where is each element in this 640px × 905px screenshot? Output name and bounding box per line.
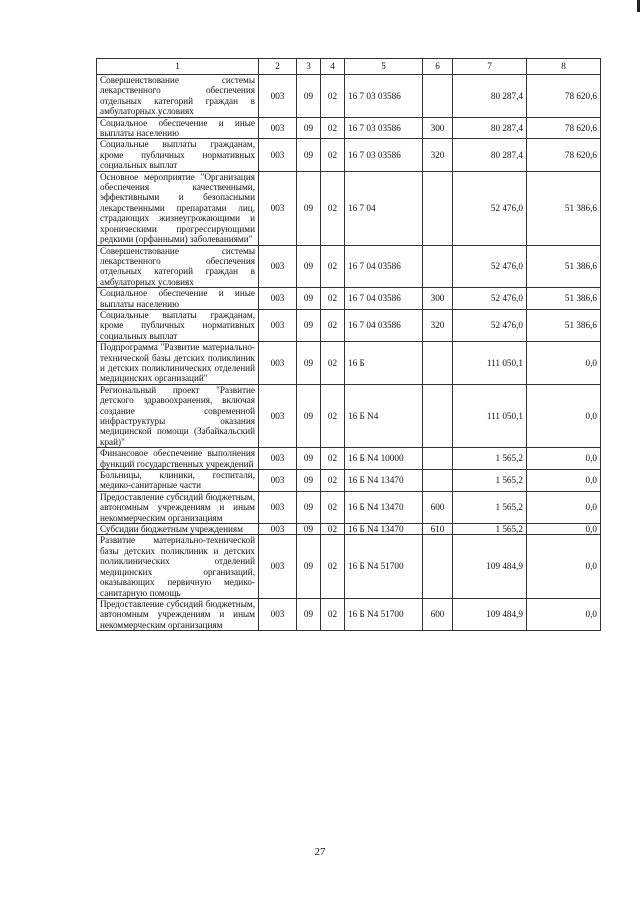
table-row <box>97 245 601 288</box>
row-name-cell: Предоставление субсидий бюджетным, автономным учреждениям и иным некоммерческим организациям <box>97 598 259 630</box>
header-col-1: 1 <box>97 59 259 75</box>
row-expense-type-cell <box>423 470 453 492</box>
row-name-cell: Финансовое обеспечение выполнения функций государственных учреждений <box>97 448 259 470</box>
header-col-2: 2 <box>259 59 297 75</box>
row-amount-1-cell: 109 484,9 <box>453 535 527 598</box>
row-target-article-cell: 16 Б N4 10000 <box>345 448 423 470</box>
table-row <box>97 171 601 245</box>
row-amount-2-cell: 78 620,6 <box>527 139 601 171</box>
row-subsection-cell: 02 <box>321 117 345 139</box>
table-row <box>97 524 601 535</box>
row-name-cell: Основное мероприятие "Организация обеспечения качественными, эффективными и безопасными лекарственными препаратами лиц, страдающих жизнеугрожающими и хроническими прогрессирующими редкими (орфанными) заболеваниями" <box>97 171 259 245</box>
row-subsection-cell: 02 <box>321 448 345 470</box>
row-expense-type-cell <box>423 342 453 385</box>
row-target-article-cell: 16 7 04 03586 <box>345 309 423 341</box>
table-row <box>97 535 601 598</box>
header-col-7: 7 <box>453 59 527 75</box>
row-amount-2-cell: 78 620,6 <box>527 117 601 139</box>
row-target-article-cell: 16 Б N4 51700 <box>345 535 423 598</box>
table-row <box>97 491 601 523</box>
row-target-article-cell: 16 7 04 03586 <box>345 288 423 310</box>
row-amount-1-cell: 52 476,0 <box>453 171 527 245</box>
row-code-cell: 003 <box>259 117 297 139</box>
row-amount-1-cell: 80 287,4 <box>453 75 527 118</box>
row-expense-type-cell <box>423 384 453 447</box>
row-subsection-cell: 02 <box>321 139 345 171</box>
row-section-cell: 09 <box>297 75 321 118</box>
row-code-cell: 003 <box>259 470 297 492</box>
row-name-cell: Социальное обеспечение и иные выплаты населению <box>97 117 259 139</box>
row-expense-type-cell <box>423 448 453 470</box>
row-target-article-cell: 16 Б <box>345 342 423 385</box>
row-target-article-cell: 16 7 03 03586 <box>345 75 423 118</box>
row-code-cell: 003 <box>259 288 297 310</box>
row-target-article-cell: 16 Б N4 <box>345 384 423 447</box>
row-subsection-cell: 02 <box>321 598 345 630</box>
row-code-cell: 003 <box>259 342 297 385</box>
row-section-cell: 09 <box>297 309 321 341</box>
budget-table <box>96 58 601 631</box>
row-section-cell: 09 <box>297 384 321 447</box>
header-col-6: 6 <box>423 59 453 75</box>
table-row <box>97 384 601 447</box>
row-name-cell: Социальные выплаты гражданам, кроме публичных нормативных социальных выплат <box>97 139 259 171</box>
row-code-cell: 003 <box>259 598 297 630</box>
table-header-row <box>97 59 601 75</box>
row-target-article-cell: 16 Б N4 13470 <box>345 524 423 535</box>
row-expense-type-cell <box>423 75 453 118</box>
row-section-cell: 09 <box>297 139 321 171</box>
header-col-4: 4 <box>321 59 345 75</box>
row-expense-type-cell: 300 <box>423 117 453 139</box>
row-section-cell: 09 <box>297 470 321 492</box>
row-section-cell: 09 <box>297 342 321 385</box>
row-expense-type-cell: 320 <box>423 309 453 341</box>
row-amount-1-cell: 52 476,0 <box>453 245 527 288</box>
header-col-3: 3 <box>297 59 321 75</box>
row-section-cell: 09 <box>297 117 321 139</box>
row-amount-2-cell: 51 386,6 <box>527 288 601 310</box>
row-expense-type-cell: 300 <box>423 288 453 310</box>
row-amount-1-cell: 1 565,2 <box>453 448 527 470</box>
row-code-cell: 003 <box>259 524 297 535</box>
row-name-cell: Предоставление субсидий бюджетным, автономным учреждениям и иным некоммерческим организациям <box>97 491 259 523</box>
row-code-cell: 003 <box>259 384 297 447</box>
row-section-cell: 09 <box>297 524 321 535</box>
page-number: 27 <box>314 846 326 858</box>
row-amount-2-cell: 51 386,6 <box>527 309 601 341</box>
row-expense-type-cell: 610 <box>423 524 453 535</box>
row-amount-2-cell: 0,0 <box>527 342 601 385</box>
row-expense-type-cell: 600 <box>423 491 453 523</box>
row-section-cell: 09 <box>297 448 321 470</box>
row-amount-1-cell: 1 565,2 <box>453 491 527 523</box>
row-target-article-cell: 16 7 03 03586 <box>345 139 423 171</box>
row-target-article-cell: 16 Б N4 13470 <box>345 470 423 492</box>
table-row <box>97 288 601 310</box>
table-row <box>97 75 601 118</box>
row-expense-type-cell <box>423 171 453 245</box>
row-amount-1-cell: 52 476,0 <box>453 288 527 310</box>
row-amount-1-cell: 111 050,1 <box>453 342 527 385</box>
row-amount-2-cell: 0,0 <box>527 535 601 598</box>
row-amount-1-cell: 109 484,9 <box>453 598 527 630</box>
row-code-cell: 003 <box>259 535 297 598</box>
row-amount-2-cell: 0,0 <box>527 384 601 447</box>
row-subsection-cell: 02 <box>321 171 345 245</box>
row-target-article-cell: 16 7 03 03586 <box>345 117 423 139</box>
table-row <box>97 342 601 385</box>
row-code-cell: 003 <box>259 245 297 288</box>
row-subsection-cell: 02 <box>321 245 345 288</box>
row-section-cell: 09 <box>297 491 321 523</box>
row-name-cell: Региональный проект "Развитие детского здравоохранения, включая создание современной инфраструктуры оказания медицинской помощи (Забайкальский край)" <box>97 384 259 447</box>
row-name-cell: Социальные выплаты гражданам, кроме публичных нормативных социальных выплат <box>97 309 259 341</box>
row-code-cell: 003 <box>259 491 297 523</box>
table-row <box>97 448 601 470</box>
row-amount-1-cell: 80 287,4 <box>453 139 527 171</box>
row-subsection-cell: 02 <box>321 342 345 385</box>
row-amount-2-cell: 0,0 <box>527 524 601 535</box>
row-subsection-cell: 02 <box>321 288 345 310</box>
row-expense-type-cell <box>423 535 453 598</box>
row-amount-2-cell: 51 386,6 <box>527 171 601 245</box>
row-amount-1-cell: 1 565,2 <box>453 524 527 535</box>
row-expense-type-cell <box>423 245 453 288</box>
row-subsection-cell: 02 <box>321 524 345 535</box>
row-amount-1-cell: 80 287,4 <box>453 117 527 139</box>
table-row <box>97 598 601 630</box>
row-amount-2-cell: 0,0 <box>527 448 601 470</box>
row-subsection-cell: 02 <box>321 491 345 523</box>
row-subsection-cell: 02 <box>321 470 345 492</box>
row-name-cell: Развитие материально-технической базы детских поликлиник и детских поликлинических отделений медицинских организаций, оказывающих первичную медико-санитарную помощь <box>97 535 259 598</box>
row-target-article-cell: 16 7 04 03586 <box>345 245 423 288</box>
table-row <box>97 470 601 492</box>
row-amount-2-cell: 0,0 <box>527 491 601 523</box>
row-amount-2-cell: 0,0 <box>527 598 601 630</box>
row-expense-type-cell: 600 <box>423 598 453 630</box>
table-body <box>97 75 601 631</box>
header-col-5: 5 <box>345 59 423 75</box>
row-amount-2-cell: 51 386,6 <box>527 245 601 288</box>
row-section-cell: 09 <box>297 288 321 310</box>
row-code-cell: 003 <box>259 448 297 470</box>
table-row <box>97 117 601 139</box>
row-amount-1-cell: 111 050,1 <box>453 384 527 447</box>
row-amount-1-cell: 1 565,2 <box>453 470 527 492</box>
row-amount-2-cell: 0,0 <box>527 470 601 492</box>
row-name-cell: Больницы, клиники, госпитали, медико-санитарные части <box>97 470 259 492</box>
row-amount-2-cell: 78 620,6 <box>527 75 601 118</box>
row-subsection-cell: 02 <box>321 384 345 447</box>
row-section-cell: 09 <box>297 245 321 288</box>
row-subsection-cell: 02 <box>321 309 345 341</box>
row-code-cell: 003 <box>259 75 297 118</box>
row-name-cell: Подпрограмма "Развитие материально-технической базы детских поликлиник и детских поликлинических отделений медицинских организаций" <box>97 342 259 385</box>
table-row <box>97 309 601 341</box>
row-section-cell: 09 <box>297 535 321 598</box>
row-subsection-cell: 02 <box>321 75 345 118</box>
row-name-cell: Совершенствование системы лекарственного обеспечения отдельных категорий граждан в амбулаторных условиях <box>97 245 259 288</box>
row-name-cell: Субсидии бюджетным учреждениям <box>97 524 259 535</box>
row-code-cell: 003 <box>259 171 297 245</box>
row-section-cell: 09 <box>297 598 321 630</box>
row-amount-1-cell: 52 476,0 <box>453 309 527 341</box>
table-row <box>97 139 601 171</box>
row-subsection-cell: 02 <box>321 535 345 598</box>
row-target-article-cell: 16 7 04 <box>345 171 423 245</box>
row-code-cell: 003 <box>259 139 297 171</box>
row-name-cell: Совершенствование системы лекарственного обеспечения отдельных категорий граждан в амбулаторных условиях <box>97 75 259 118</box>
row-section-cell: 09 <box>297 171 321 245</box>
row-target-article-cell: 16 Б N4 51700 <box>345 598 423 630</box>
row-code-cell: 003 <box>259 309 297 341</box>
row-target-article-cell: 16 Б N4 13470 <box>345 491 423 523</box>
row-expense-type-cell: 320 <box>423 139 453 171</box>
header-col-8: 8 <box>527 59 601 75</box>
row-name-cell: Социальное обеспечение и иные выплаты населению <box>97 288 259 310</box>
